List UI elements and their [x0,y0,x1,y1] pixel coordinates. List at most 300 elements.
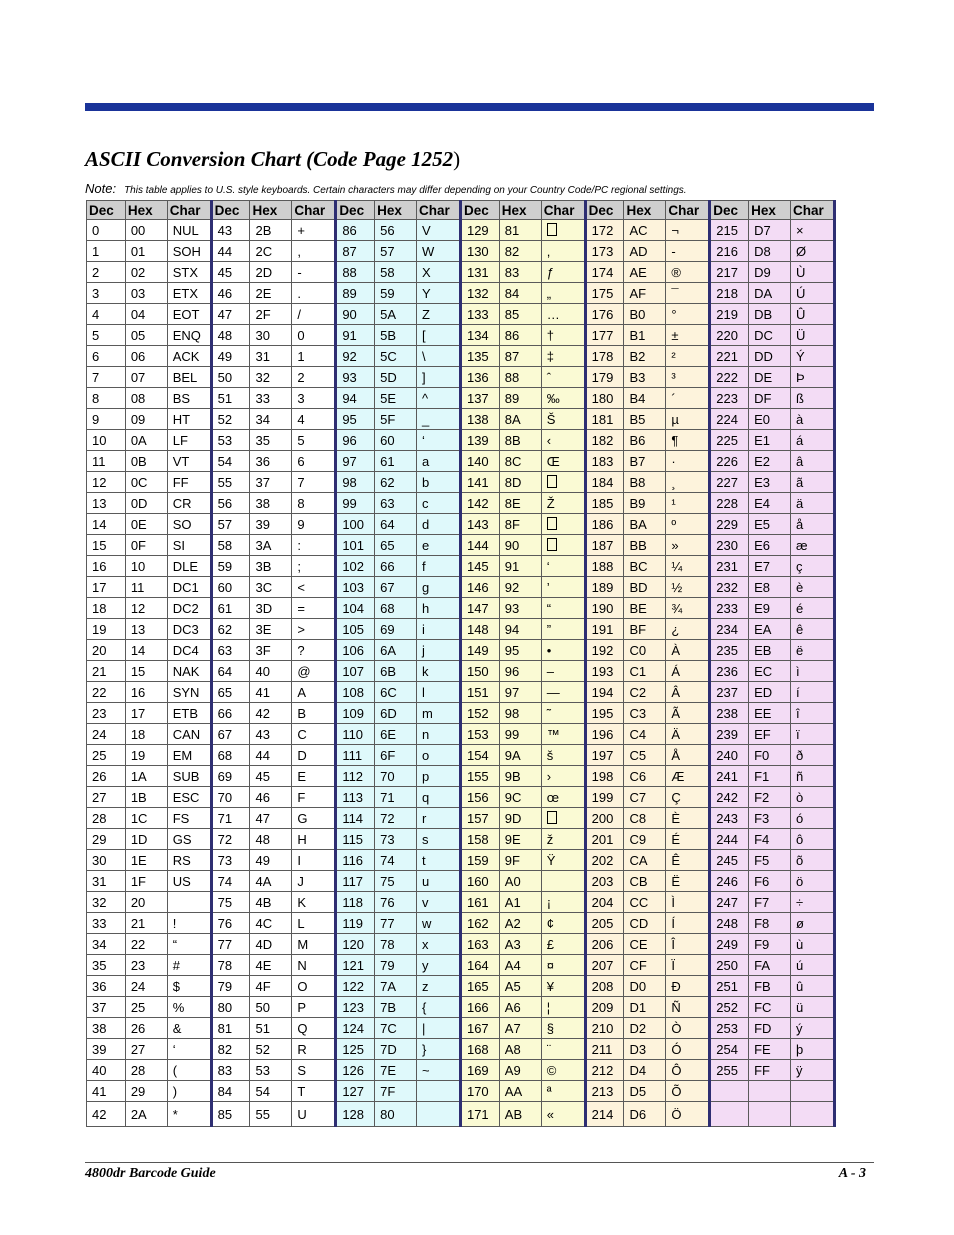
cell-hex: 65 [375,535,417,556]
undefined-char-box-icon [547,538,557,551]
cell-dec: 77 [211,934,250,955]
cell-hex: 63 [375,493,417,514]
cell-dec: 220 [710,325,749,346]
cell-hex: 46 [250,787,292,808]
cell-hex: A9 [499,1060,541,1081]
cell-hex: 83 [499,262,541,283]
cell-hex: 4B [250,892,292,913]
cell-char: P [292,997,336,1018]
cell-hex: AD [624,241,666,262]
table-row [87,619,835,640]
cell-dec: 205 [585,913,624,934]
cell-char: œ [541,787,585,808]
table-row [87,598,835,619]
cell-hex: BA [624,514,666,535]
cell-hex: 48 [250,829,292,850]
cell-hex: 41 [250,682,292,703]
cell-hex: DB [749,304,791,325]
cell-char: Ø [791,241,835,262]
cell-hex: 1D [125,829,167,850]
cell-dec: 255 [710,1060,749,1081]
cell-dec: 237 [710,682,749,703]
cell-char [541,472,585,493]
cell-char: ½ [666,577,710,598]
cell-hex: 2A [125,1102,167,1127]
cell-char: SI [167,535,211,556]
cell-char: ” [541,619,585,640]
cell-char: ý [791,1018,835,1039]
cell-char: ¸ [666,472,710,493]
cell-dec: 38 [87,1018,126,1039]
cell-dec: 204 [585,892,624,913]
cell-dec: 117 [336,871,375,892]
cell-char: Î [666,934,710,955]
column-header-dec: Dec [585,201,624,220]
cell-dec: 73 [211,850,250,871]
cell-dec: 43 [211,220,250,241]
cell-char: @ [292,661,336,682]
cell-char: % [167,997,211,1018]
cell-hex: B9 [624,493,666,514]
cell-dec: 194 [585,682,624,703]
cell-char: Ñ [666,997,710,1018]
cell-hex: 15 [125,661,167,682]
cell-dec: 156 [460,787,499,808]
cell-char: Ò [666,1018,710,1039]
cell-hex: 52 [250,1039,292,1060]
cell-dec: 78 [211,955,250,976]
cell-hex: 49 [250,850,292,871]
cell-hex: 81 [499,220,541,241]
cell-char: z [417,976,461,997]
cell-char: j [417,640,461,661]
cell-char: · [666,451,710,472]
cell-char: ¹ [666,493,710,514]
cell-dec: 231 [710,556,749,577]
cell-hex: 9C [499,787,541,808]
footer-page-number: A - 3 [838,1166,866,1181]
cell-dec: 252 [710,997,749,1018]
cell-hex: 2F [250,304,292,325]
table-row [87,1081,835,1102]
cell-char: ž [541,829,585,850]
cell-hex: A3 [499,934,541,955]
cell-char: S [292,1060,336,1081]
cell-char: G [292,808,336,829]
cell-char: Ô [666,1060,710,1081]
cell-dec: 250 [710,955,749,976]
cell-dec: 142 [460,493,499,514]
cell-hex: 8B [499,430,541,451]
cell-char: ² [666,346,710,367]
cell-hex: E6 [749,535,791,556]
column-header-hex: Hex [375,201,417,220]
cell-dec: 124 [336,1018,375,1039]
table-row [87,724,835,745]
cell-hex: E4 [749,493,791,514]
cell-hex: 4E [250,955,292,976]
table-row [87,556,835,577]
cell-char: SUB [167,766,211,787]
cell-char: Ó [666,1039,710,1060]
cell-hex: B5 [624,409,666,430]
cell-dec: 91 [336,325,375,346]
cell-dec: 53 [211,430,250,451]
cell-hex: F6 [749,871,791,892]
cell-dec: 232 [710,577,749,598]
undefined-char-box-icon [547,517,557,530]
cell-char: ¯ [666,283,710,304]
cell-char: DC1 [167,577,211,598]
cell-hex: F5 [749,850,791,871]
cell-hex: F4 [749,829,791,850]
cell-char: … [541,304,585,325]
cell-char: ¿ [666,619,710,640]
cell-char: ) [167,1081,211,1102]
cell-hex: 5C [375,346,417,367]
cell-dec: 80 [211,997,250,1018]
cell-dec: 241 [710,766,749,787]
cell-hex: 12 [125,598,167,619]
table-row [87,493,835,514]
cell-dec: 0 [87,220,126,241]
table-row [87,1102,835,1127]
cell-dec: 30 [87,850,126,871]
cell-dec: 10 [87,430,126,451]
cell-dec: 115 [336,829,375,850]
cell-char: ¡ [541,892,585,913]
cell-dec: 59 [211,556,250,577]
table-row [87,367,835,388]
cell-char: † [541,325,585,346]
cell-hex: 0A [125,430,167,451]
cell-char: Ž [541,493,585,514]
cell-char [167,892,211,913]
cell-dec: 55 [211,472,250,493]
cell-hex: 3A [250,535,292,556]
cell-hex: 5B [375,325,417,346]
column-header-char: Char [791,201,835,220]
cell-hex: 0F [125,535,167,556]
cell-dec: 151 [460,682,499,703]
cell-dec: 114 [336,808,375,829]
cell-dec: 162 [460,913,499,934]
cell-hex: A4 [499,955,541,976]
cell-dec: 223 [710,388,749,409]
cell-hex: 8F [499,514,541,535]
cell-char: BS [167,388,211,409]
cell-hex: 1C [125,808,167,829]
cell-dec: 202 [585,850,624,871]
cell-dec: 206 [585,934,624,955]
table-row [87,1060,835,1081]
ascii-conversion-table [86,200,836,1127]
cell-dec: 133 [460,304,499,325]
cell-dec: 118 [336,892,375,913]
cell-hex: 5D [375,367,417,388]
cell-dec: 191 [585,619,624,640]
cell-hex: 6C [375,682,417,703]
cell-hex: 2D [250,262,292,283]
cell-char: t [417,850,461,871]
cell-dec: 251 [710,976,749,997]
cell-hex: C9 [624,829,666,850]
cell-dec: 123 [336,997,375,1018]
cell-dec: 26 [87,766,126,787]
cell-dec: 44 [211,241,250,262]
cell-hex: C2 [624,682,666,703]
cell-dec: 227 [710,472,749,493]
cell-hex: 6A [375,640,417,661]
cell-hex: 21 [125,913,167,934]
cell-hex: E3 [749,472,791,493]
cell-char: ÿ [791,1060,835,1081]
cell-char: > [292,619,336,640]
cell-dec: 177 [585,325,624,346]
cell-dec: 74 [211,871,250,892]
cell-hex: 7D [375,1039,417,1060]
cell-hex: 7C [375,1018,417,1039]
cell-hex: 86 [499,325,541,346]
cell-dec: 247 [710,892,749,913]
cell-dec: 52 [211,409,250,430]
cell-dec: 12 [87,472,126,493]
cell-char: ’ [541,577,585,598]
cell-hex: B1 [624,325,666,346]
cell-hex: 80 [375,1102,417,1127]
cell-char: ã [791,472,835,493]
cell-char: STX [167,262,211,283]
cell-char: “ [167,934,211,955]
cell-dec: 173 [585,241,624,262]
cell-dec: 249 [710,934,749,955]
cell-hex: 69 [375,619,417,640]
cell-dec: 48 [211,325,250,346]
cell-dec: 61 [211,598,250,619]
cell-dec: 57 [211,514,250,535]
cell-dec: 15 [87,535,126,556]
cell-dec: 64 [211,661,250,682]
cell-dec: 85 [211,1102,250,1127]
cell-dec: 171 [460,1102,499,1127]
cell-char: 7 [292,472,336,493]
cell-hex: 1E [125,850,167,871]
top-blue-rule [85,103,874,111]
cell-char: Ì [666,892,710,913]
cell-dec: 97 [336,451,375,472]
cell-hex: E8 [749,577,791,598]
cell-char: US [167,871,211,892]
cell-hex: 24 [125,976,167,997]
cell-dec: 132 [460,283,499,304]
table-row [87,997,835,1018]
cell-char: Š [541,409,585,430]
cell-char: K [292,892,336,913]
cell-hex: 71 [375,787,417,808]
cell-hex: FB [749,976,791,997]
cell-dec: 92 [336,346,375,367]
cell-char: Ù [791,262,835,283]
cell-hex: BC [624,556,666,577]
cell-hex: A6 [499,997,541,1018]
cell-hex: 6F [375,745,417,766]
cell-char: ô [791,829,835,850]
cell-hex: CB [624,871,666,892]
cell-char: ø [791,913,835,934]
cell-dec: 100 [336,514,375,535]
cell-dec: 84 [211,1081,250,1102]
cell-char [791,1102,835,1127]
cell-hex: D5 [624,1081,666,1102]
cell-dec: 127 [336,1081,375,1102]
table-row [87,472,835,493]
cell-dec: 158 [460,829,499,850]
cell-hex: C6 [624,766,666,787]
cell-char: 3 [292,388,336,409]
cell-hex: 51 [250,1018,292,1039]
cell-char: C [292,724,336,745]
cell-hex: C8 [624,808,666,829]
cell-char: Õ [666,1081,710,1102]
table-row [87,745,835,766]
table-row [87,1018,835,1039]
cell-dec: 47 [211,304,250,325]
cell-hex: B0 [624,304,666,325]
cell-dec: 221 [710,346,749,367]
cell-dec: 108 [336,682,375,703]
cell-hex: 27 [125,1039,167,1060]
cell-hex: 85 [499,304,541,325]
cell-char: O [292,976,336,997]
cell-hex: E5 [749,514,791,535]
cell-hex: EC [749,661,791,682]
column-header-hex: Hex [624,201,666,220]
cell-dec: 71 [211,808,250,829]
cell-dec: 182 [585,430,624,451]
cell-char: ? [292,640,336,661]
cell-hex: 29 [125,1081,167,1102]
cell-dec: 197 [585,745,624,766]
cell-dec: 116 [336,850,375,871]
cell-hex: 89 [499,388,541,409]
cell-dec: 170 [460,1081,499,1102]
note-text: This table applies to U.S. style keyboards. Certain characters may differ depending on your Country Code/PC regional settings. [124,185,687,196]
cell-hex: F9 [749,934,791,955]
cell-dec: 46 [211,283,250,304]
cell-dec: 128 [336,1102,375,1127]
cell-hex: 74 [375,850,417,871]
cell-hex: DC [749,325,791,346]
cell-hex: CE [624,934,666,955]
cell-dec: 66 [211,703,250,724]
cell-char [541,514,585,535]
cell-hex [749,1102,791,1127]
cell-hex: 07 [125,367,167,388]
table-header-row [87,201,835,220]
cell-dec: 102 [336,556,375,577]
cell-dec: 101 [336,535,375,556]
cell-hex: 75 [375,871,417,892]
cell-dec: 93 [336,367,375,388]
cell-dec: 154 [460,745,499,766]
cell-char: ƒ [541,262,585,283]
cell-dec: 152 [460,703,499,724]
cell-dec: 242 [710,787,749,808]
cell-char: š [541,745,585,766]
cell-hex: 45 [250,766,292,787]
cell-char: ¾ [666,598,710,619]
cell-dec: 199 [585,787,624,808]
cell-hex: 54 [250,1081,292,1102]
cell-dec: 50 [211,367,250,388]
table-row [87,787,835,808]
cell-char: a [417,451,461,472]
cell-hex: 47 [250,808,292,829]
cell-char: L [292,913,336,934]
cell-dec: 32 [87,892,126,913]
cell-hex: 43 [250,724,292,745]
table-row [87,241,835,262]
cell-hex: C3 [624,703,666,724]
cell-hex: C4 [624,724,666,745]
cell-hex: B7 [624,451,666,472]
cell-hex: 61 [375,451,417,472]
cell-char: û [791,976,835,997]
cell-dec: 63 [211,640,250,661]
cell-hex: 37 [250,472,292,493]
cell-dec: 72 [211,829,250,850]
cell-char: Q [292,1018,336,1039]
cell-dec: 159 [460,850,499,871]
cell-char [417,1081,461,1102]
cell-char: VT [167,451,211,472]
cell-char [541,871,585,892]
cell-char: < [292,577,336,598]
cell-char: ¼ [666,556,710,577]
cell-hex: 30 [250,325,292,346]
cell-char: × [791,220,835,241]
cell-char: 2 [292,367,336,388]
cell-char: Ç [666,787,710,808]
table-row [87,892,835,913]
cell-dec: 147 [460,598,499,619]
cell-hex: 23 [125,955,167,976]
cell-dec: 87 [336,241,375,262]
table-row [87,409,835,430]
cell-dec: 254 [710,1039,749,1060]
cell-hex: 4F [250,976,292,997]
cell-hex: FA [749,955,791,976]
cell-hex: 09 [125,409,167,430]
cell-dec: 6 [87,346,126,367]
cell-hex: AC [624,220,666,241]
cell-char: E [292,766,336,787]
cell-hex: 92 [499,577,541,598]
cell-char: ê [791,619,835,640]
cell-hex: 87 [499,346,541,367]
cell-hex: C7 [624,787,666,808]
cell-char: õ [791,850,835,871]
cell-dec: 104 [336,598,375,619]
cell-dec: 174 [585,262,624,283]
cell-hex: B8 [624,472,666,493]
cell-hex: 59 [375,283,417,304]
cell-char: 8 [292,493,336,514]
cell-hex: 26 [125,1018,167,1039]
column-header-dec: Dec [336,201,375,220]
cell-char: ] [417,367,461,388]
cell-dec: 60 [211,577,250,598]
